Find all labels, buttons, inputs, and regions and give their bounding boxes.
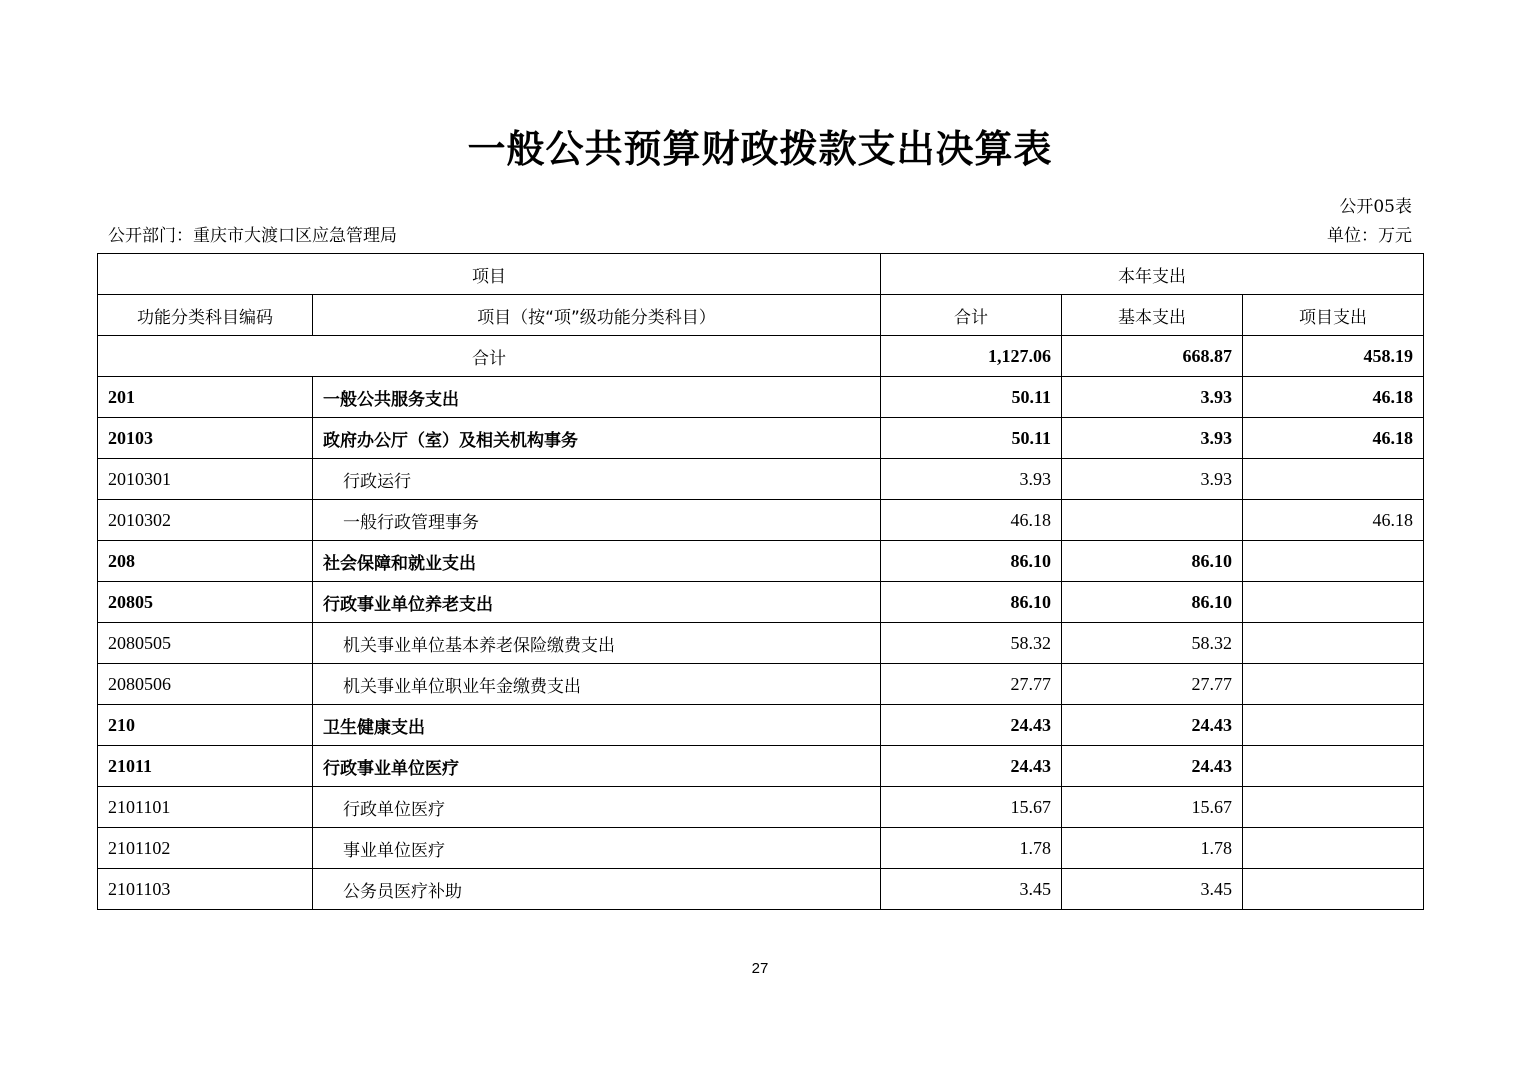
header-row-2 [98,295,1424,336]
row-basic: 58.32 [1062,623,1243,664]
header-item: 项目（按“项”级功能分类科目） [313,295,881,336]
row-item-name: 行政运行 [313,459,881,500]
row-total: 3.93 [881,459,1062,500]
header-total: 合计 [881,295,1062,336]
row-code: 201 [98,377,313,418]
row-item-name: 公务员医疗补助 [313,869,881,910]
row-project [1243,869,1424,910]
row-code: 2010301 [98,459,313,500]
row-basic: 1.78 [1062,828,1243,869]
page-number: 27 [751,960,769,977]
row-project [1243,705,1424,746]
row-basic: 24.43 [1062,746,1243,787]
row-project [1243,459,1424,500]
row-basic: 86.10 [1062,582,1243,623]
row-total: 50.11 [881,377,1062,418]
row-basic: 24.43 [1062,705,1243,746]
row-item-name: 一般公共服务支出 [313,377,881,418]
row-basic [1062,500,1243,541]
row-project [1243,623,1424,664]
row-total: 50.11 [881,418,1062,459]
row-project [1243,582,1424,623]
row-item-name: 卫生健康支出 [313,705,881,746]
row-item-name: 一般行政管理事务 [313,500,881,541]
row-code: 2101103 [98,869,313,910]
row-code: 210 [98,705,313,746]
row-basic: 27.77 [1062,664,1243,705]
form-number: 公开05表 [1339,197,1412,217]
table-body [98,336,1424,910]
row-project [1243,787,1424,828]
total-label: 合计 [98,336,881,377]
row-code: 208 [98,541,313,582]
row-total: 86.10 [881,541,1062,582]
table-row [98,787,1424,828]
header-project: 项目 [98,254,881,295]
department-label: 公开部门：重庆市大渡口区应急管理局 [108,226,397,246]
row-project [1243,746,1424,787]
table-row [98,418,1424,459]
row-total: 86.10 [881,582,1062,623]
row-project [1243,828,1424,869]
row-total: 46.18 [881,500,1062,541]
row-total: 24.43 [881,705,1062,746]
row-item-name: 机关事业单位基本养老保险缴费支出 [313,623,881,664]
table-row [98,746,1424,787]
header-project-exp: 项目支出 [1243,295,1424,336]
row-basic: 86.10 [1062,541,1243,582]
table-row [98,705,1424,746]
row-project: 46.18 [1243,377,1424,418]
table-row [98,869,1424,910]
row-project [1243,664,1424,705]
row-code: 2080506 [98,664,313,705]
row-basic: 3.93 [1062,418,1243,459]
row-code: 2101101 [98,787,313,828]
row-code: 20805 [98,582,313,623]
row-project: 46.18 [1243,418,1424,459]
header-basic: 基本支出 [1062,295,1243,336]
row-total: 24.43 [881,746,1062,787]
row-total: 27.77 [881,664,1062,705]
row-item-name: 社会保障和就业支出 [313,541,881,582]
row-total: 58.32 [881,623,1062,664]
unit-label: 单位：万元 [1327,226,1412,246]
row-item-name: 行政事业单位养老支出 [313,582,881,623]
row-project [1243,541,1424,582]
table-row [98,541,1424,582]
total-amount: 1,127.06 [881,336,1062,377]
row-project: 46.18 [1243,500,1424,541]
row-basic: 3.93 [1062,459,1243,500]
row-code: 20103 [98,418,313,459]
table-row [98,459,1424,500]
row-basic: 3.93 [1062,377,1243,418]
row-item-name: 行政单位医疗 [313,787,881,828]
table-row [98,664,1424,705]
budget-table [97,253,1424,910]
table-row [98,828,1424,869]
header-current-year: 本年支出 [881,254,1424,295]
row-total: 3.45 [881,869,1062,910]
row-item-name: 事业单位医疗 [313,828,881,869]
row-code: 21011 [98,746,313,787]
page-title: 一般公共预算财政拨款支出决算表 [467,127,1053,171]
row-item-name: 机关事业单位职业年金缴费支出 [313,664,881,705]
row-code: 2101102 [98,828,313,869]
table-row [98,623,1424,664]
row-code: 2080505 [98,623,313,664]
row-total: 15.67 [881,787,1062,828]
row-code: 2010302 [98,500,313,541]
total-project: 458.19 [1243,336,1424,377]
row-item-name: 行政事业单位医疗 [313,746,881,787]
header-code: 功能分类科目编码 [98,295,313,336]
total-basic: 668.87 [1062,336,1243,377]
row-total: 1.78 [881,828,1062,869]
table-row [98,582,1424,623]
total-row [98,336,1424,377]
row-basic: 15.67 [1062,787,1243,828]
row-basic: 3.45 [1062,869,1243,910]
table-row [98,377,1424,418]
row-item-name: 政府办公厅（室）及相关机构事务 [313,418,881,459]
header-row-1 [98,254,1424,295]
table-row [98,500,1424,541]
